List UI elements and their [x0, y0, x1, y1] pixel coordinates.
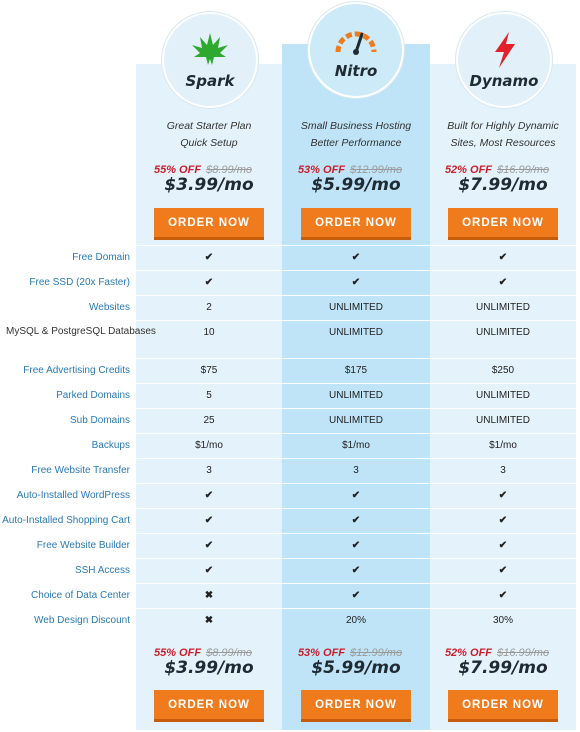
plan-description-line: Sites, Most Resources: [450, 137, 556, 149]
feature-value: $1/mo: [342, 440, 370, 451]
feature-value: $1/mo: [489, 440, 517, 451]
feature-row: [0, 558, 576, 583]
order-now-button[interactable]: ORDER NOW: [154, 690, 264, 722]
sale-price: $3.99/mo: [164, 658, 254, 678]
sale-price: $7.99/mo: [458, 175, 548, 195]
original-price: $12.99/mo: [350, 164, 403, 176]
feature-label[interactable]: Backups: [91, 440, 130, 451]
checkmark-icon: ✔: [351, 277, 361, 288]
feature-row: [0, 608, 576, 633]
lightning-icon: [482, 30, 526, 70]
checkmark-icon: ✔: [204, 252, 214, 263]
feature-value: 3: [500, 465, 506, 476]
feature-value: 3: [353, 465, 359, 476]
order-now-button[interactable]: ORDER NOW: [301, 208, 411, 240]
original-price: $12.99/mo: [350, 647, 403, 659]
sale-price: $3.99/mo: [164, 175, 254, 195]
feature-value: 10: [203, 327, 215, 338]
cross-icon: ✖: [204, 615, 214, 626]
feature-value: 25: [203, 415, 215, 426]
feature-value: UNLIMITED: [476, 327, 530, 338]
checkmark-icon: ✔: [498, 540, 508, 551]
feature-label[interactable]: Free SSD (20x Faster): [29, 277, 130, 288]
feature-label[interactable]: Web Design Discount: [34, 615, 130, 626]
feature-value: $250: [491, 365, 515, 376]
checkmark-icon: ✔: [351, 490, 361, 501]
checkmark-icon: ✔: [204, 515, 214, 526]
plan-description-line: Quick Setup: [180, 137, 238, 149]
dynamo-plan-badge: [456, 12, 552, 108]
feature-row: [0, 383, 576, 408]
sale-price: $5.99/mo: [311, 175, 401, 195]
feature-row: [0, 433, 576, 458]
feature-row: [0, 583, 576, 608]
nitro-plan-badge: [308, 2, 404, 98]
order-now-button[interactable]: ORDER NOW: [448, 208, 558, 240]
feature-label[interactable]: Free Domain: [72, 252, 130, 263]
price-block: [430, 164, 576, 195]
checkmark-icon: ✔: [498, 277, 508, 288]
spark-plan-badge: [162, 12, 258, 108]
leaf-icon: [188, 30, 232, 70]
checkmark-icon: ✔: [351, 515, 361, 526]
checkmark-icon: ✔: [498, 590, 508, 601]
feature-value: 30%: [492, 615, 513, 626]
checkmark-icon: ✔: [498, 515, 508, 526]
original-price: $16.99/mo: [497, 164, 550, 176]
feature-label[interactable]: Free Website Builder: [36, 540, 130, 551]
sale-price: $7.99/mo: [458, 658, 548, 678]
plan-description: [136, 118, 282, 152]
original-price: $16.99/mo: [497, 647, 550, 659]
checkmark-icon: ✔: [351, 565, 361, 576]
feature-row: [0, 245, 576, 270]
feature-value: 3: [206, 465, 212, 476]
feature-row: [0, 320, 576, 357]
plan-description-line: Small Business Hosting: [300, 120, 412, 132]
feature-row: [0, 295, 576, 320]
feature-label[interactable]: Sub Domains: [69, 415, 130, 426]
plan-name: Dynamo: [469, 72, 539, 90]
plan-description: [282, 118, 430, 152]
feature-label[interactable]: Parked Domains: [56, 390, 130, 401]
checkmark-icon: ✔: [498, 252, 508, 263]
plan-description-line: Built for Highly Dynamic: [447, 120, 559, 132]
feature-label[interactable]: Auto-Installed WordPress: [16, 490, 130, 501]
plan-name: Nitro: [334, 62, 378, 80]
checkmark-icon: ✔: [204, 277, 214, 288]
original-price: $8.99/mo: [206, 647, 252, 659]
feature-label[interactable]: Free Advertising Credits: [23, 365, 130, 376]
price-block: [430, 647, 576, 678]
checkmark-icon: ✔: [351, 252, 361, 263]
feature-value: $75: [200, 365, 218, 376]
order-now-button[interactable]: ORDER NOW: [154, 208, 264, 240]
feature-value: UNLIMITED: [476, 390, 530, 401]
price-block: [282, 647, 430, 678]
checkmark-icon: ✔: [351, 590, 361, 601]
feature-label[interactable]: Websites: [89, 302, 130, 313]
feature-label[interactable]: Free Website Transfer: [31, 465, 130, 476]
plan-name: Spark: [185, 72, 235, 90]
plan-description: [430, 118, 576, 152]
sale-price: $5.99/mo: [311, 658, 401, 678]
feature-row: [0, 458, 576, 483]
discount-label: 55% OFF: [153, 647, 202, 659]
feature-value: UNLIMITED: [476, 302, 530, 313]
feature-label[interactable]: SSH Access: [74, 565, 130, 576]
price-block: [136, 164, 282, 195]
discount-label: 52% OFF: [444, 164, 493, 176]
feature-row: [0, 270, 576, 295]
order-now-button[interactable]: ORDER NOW: [448, 690, 558, 722]
discount-label: 52% OFF: [444, 647, 493, 659]
feature-label[interactable]: Choice of Data Center: [31, 590, 130, 601]
feature-value: UNLIMITED: [329, 327, 383, 338]
price-block: [136, 647, 282, 678]
speedometer-icon: [334, 20, 378, 60]
plan-description-line: Great Starter Plan: [166, 120, 252, 132]
feature-value: UNLIMITED: [329, 302, 383, 313]
discount-label: 53% OFF: [297, 647, 346, 659]
feature-row: [0, 358, 576, 383]
feature-value: $1/mo: [195, 440, 223, 451]
checkmark-icon: ✔: [204, 490, 214, 501]
feature-row: [0, 408, 576, 433]
order-now-button[interactable]: ORDER NOW: [301, 690, 411, 722]
discount-label: 55% OFF: [153, 164, 202, 176]
feature-value: UNLIMITED: [476, 415, 530, 426]
plan-description-line: Better Performance: [310, 137, 402, 149]
checkmark-icon: ✔: [351, 540, 361, 551]
feature-value: UNLIMITED: [329, 390, 383, 401]
cross-icon: ✖: [204, 590, 214, 601]
feature-row: [0, 533, 576, 558]
price-block: [282, 164, 430, 195]
feature-label[interactable]: Auto-Installed Shopping Cart: [2, 515, 130, 526]
checkmark-icon: ✔: [498, 565, 508, 576]
checkmark-icon: ✔: [498, 490, 508, 501]
feature-value: 2: [206, 302, 212, 313]
feature-row: [0, 508, 576, 533]
feature-value: 20%: [345, 615, 366, 626]
checkmark-icon: ✔: [204, 540, 214, 551]
checkmark-icon: ✔: [204, 565, 214, 576]
discount-label: 53% OFF: [297, 164, 346, 176]
feature-row: [0, 483, 576, 508]
feature-value: 5: [206, 390, 212, 401]
feature-value: UNLIMITED: [329, 415, 383, 426]
original-price: $8.99/mo: [206, 164, 252, 176]
feature-label: MySQL & PostgreSQL Databases: [6, 326, 156, 337]
feature-value: $175: [344, 365, 368, 376]
